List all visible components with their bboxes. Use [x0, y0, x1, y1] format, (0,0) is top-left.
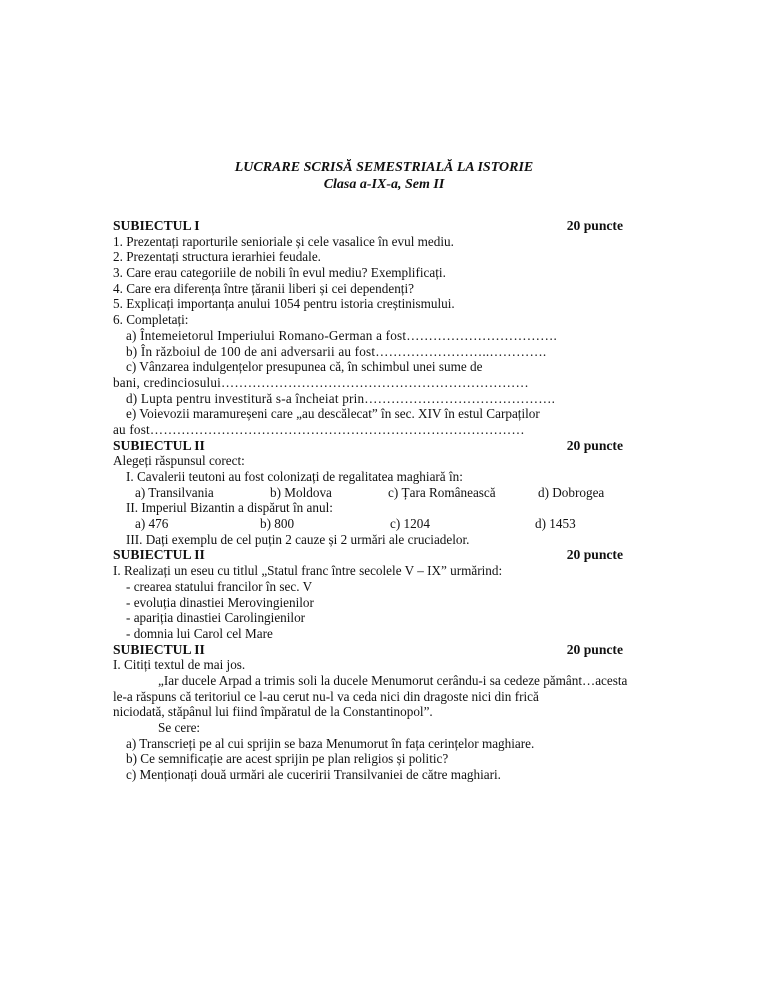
essay-instruction: I. Realizați un eseu cu titlul „Statul franc între secolele V – IX” urmărind:: [113, 563, 503, 579]
question-3: 3. Care erau categoriile de nobili în evul mediu? Exemplificați.: [113, 265, 446, 281]
question-5: 5. Explicați importanța anului 1054 pentru istoria creștinismului.: [113, 296, 455, 312]
text-instruction: I. Citiți textul de mai jos.: [113, 657, 246, 673]
section-points: 20 puncte: [566, 547, 623, 563]
document-title: LUCRARE SCRISĂ SEMESTRIALĂ LA ISTORIE: [234, 160, 534, 175]
question-2: 2. Prezentați structura ierarhiei feudale.: [113, 249, 321, 265]
option: c) 1204: [390, 516, 430, 532]
exam-content: [113, 218, 628, 783]
option: b) Moldova: [270, 484, 332, 500]
option: b) 800: [260, 516, 295, 532]
fill-item-a: a) Întemeietorul Imperiului Romano-German a fost…………………………….: [126, 327, 557, 343]
fill-item-e-continued: au fost…………………………………………………………………………: [113, 421, 525, 437]
section-heading-1: [113, 218, 623, 234]
section-title: SUBIECTUL II: [113, 641, 205, 657]
mc-options-1: [113, 485, 623, 501]
section-points: 20 puncte: [566, 218, 623, 233]
quote-line-3: niciodată, stăpânul lui fiind împăratul de la Constantinopol”.: [113, 704, 433, 720]
option: a) 476: [135, 516, 169, 532]
quote-line-1: „Iar ducele Arpad a trimis soli la ducele Menumorut cerându-i sa cedeze pământ…acesta: [158, 672, 628, 688]
essay-point-4: - domnia lui Carol cel Mare: [126, 625, 273, 641]
essay-point-3: - apariția dinastiei Carolingienilor: [126, 610, 306, 626]
question-6: 6. Completați:: [113, 312, 189, 328]
section-title: SUBIECTUL I: [113, 218, 200, 233]
fill-item-b: b) În războiul de 100 de ani adversarii au fost……………………..………….: [126, 343, 547, 359]
essay-point-1: - crearea statului francilor în sec. V: [126, 578, 313, 594]
essay-point-2: - evoluția dinastiei Merovingienilor: [126, 594, 314, 610]
instruction: Alegeți răspunsul corect:: [113, 453, 245, 469]
section-points: 20 puncte: [566, 641, 623, 657]
section-heading-3: [113, 547, 623, 563]
question-1: 1. Prezentați raporturile senioriale și cele vasalice în evul mediu.: [113, 233, 454, 249]
fill-item-c: c) Vânzarea indulgențelor presupunea că, în schimbul unei sume de: [126, 359, 483, 375]
mc-question-2: II. Imperiul Bizantin a dispărut în anul:: [126, 500, 333, 516]
requirement-b: b) Ce semnificație are acest sprijin pe plan religios și politic?: [126, 751, 449, 767]
question-4: 4. Care era diferența între țăranii liberi și cei dependenți?: [113, 280, 414, 296]
option: c) Țara Românească: [388, 484, 496, 500]
requirement-a: a) Transcrieți pe al cui sprijin se baza Menumorut în fața cerințelor maghiare.: [126, 735, 535, 751]
mc-question-1: I. Cavalerii teutoni au fost colonizați de regalitatea maghiară în:: [126, 469, 463, 484]
open-question-3: III. Dați exemplu de cel puțin 2 cauze și 2 urmări ale cruciadelor.: [126, 531, 470, 547]
section-points: 20 puncte: [566, 437, 623, 453]
option: d) Dobrogea: [538, 484, 605, 500]
quote-line-2: le-a răspuns că teritoriul ce l-au cerut nu-l va ceda nici din dragoste nici din frică: [113, 688, 539, 704]
requirement-c: c) Menționați două urmări ale cuceririi Transilvaniei de către maghiari.: [126, 767, 501, 783]
document-subtitle: Clasa a-IX-a, Sem II: [323, 177, 445, 192]
mc-options-2: [113, 516, 623, 532]
section-title: SUBIECTUL II: [113, 437, 205, 453]
fill-item-c-continued: bani, credinciosului……………………………………………………………: [113, 374, 529, 390]
section-title: SUBIECTUL II: [113, 547, 205, 563]
section-heading-2: [113, 438, 623, 454]
fill-item-e: e) Voievozii maramureșeni care „au descălecat” în sec. XIV în estul Carpaților: [126, 406, 540, 422]
option: a) Transilvania: [135, 484, 214, 500]
option: d) 1453: [535, 516, 576, 532]
section-heading-4: [113, 642, 623, 658]
requirements-label: Se cere:: [158, 720, 201, 735]
fill-item-d: d) Lupta pentru investitură s-a încheiat prin…………………………………….: [126, 390, 556, 406]
